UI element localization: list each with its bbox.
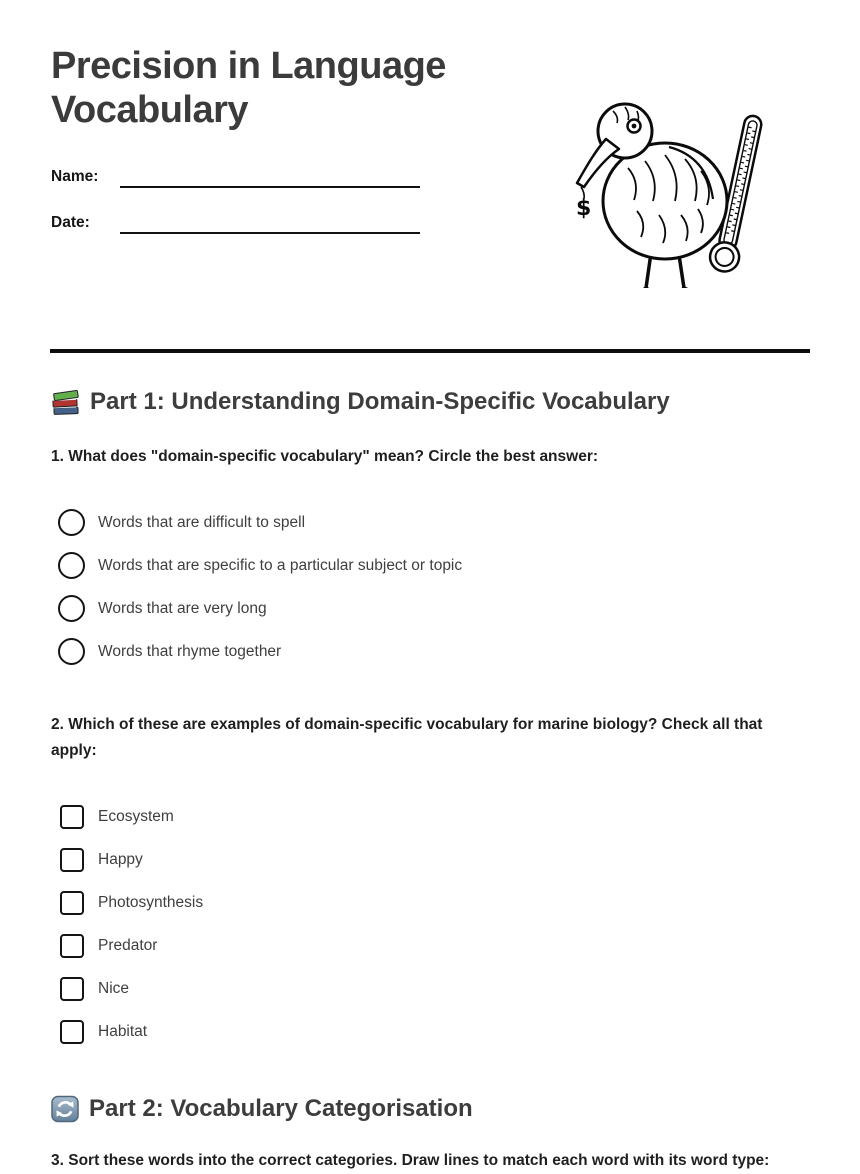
part2-heading-text: Part 2: Vocabulary Categorisation (89, 1095, 473, 1122)
page-title: Precision in Language Vocabulary (51, 45, 446, 132)
checkbox-option-label: Habitat (98, 1023, 148, 1040)
checkbox-option-row (60, 977, 203, 1001)
kiwi-bird (577, 104, 727, 288)
name-label: Name: (51, 168, 99, 185)
radio-button[interactable] (58, 509, 85, 536)
part2-heading (51, 1095, 473, 1123)
radio-button[interactable] (58, 595, 85, 622)
radio-option-label: Words that are specific to a particular subject or topic (98, 556, 463, 574)
date-input-line[interactable] (120, 212, 420, 234)
svg-text:$: $ (576, 196, 592, 221)
checkbox-option-label: Nice (98, 980, 130, 997)
checkbox-option-row (60, 891, 203, 915)
checkbox-option-row (60, 934, 203, 958)
dollar-sign-icon (576, 187, 591, 221)
radio-option-row (58, 638, 462, 665)
radio-option-label: Words that are difficult to spell (98, 513, 306, 531)
radio-option-label: Words that are very long (98, 599, 267, 617)
section-divider (50, 349, 810, 353)
checkbox[interactable] (60, 848, 84, 872)
checkbox-option-row (60, 1020, 203, 1044)
part1-heading-text: Part 1: Understanding Domain-Specific Vocabulary (90, 388, 670, 415)
radio-option-row (58, 595, 462, 622)
question-1-text: 1. What does "domain-specific vocabulary" mean? Circle the best answer: (51, 448, 599, 465)
radio-button[interactable] (58, 638, 85, 665)
kiwi-illustration-svg (573, 83, 778, 288)
checkbox-option-label: Ecosystem (98, 808, 174, 825)
name-field-row (51, 166, 420, 188)
question-1-options (58, 509, 462, 681)
radio-option-row (58, 509, 462, 536)
name-input-line[interactable] (120, 166, 420, 188)
checkbox[interactable] (60, 1020, 84, 1044)
kiwi-thermometer-illustration (573, 83, 778, 288)
checkbox-option-row (60, 848, 203, 872)
question-3-text: 3. Sort these words into the correct categories. Draw lines to match each word with its word type: (51, 1152, 770, 1169)
part1-heading (51, 388, 670, 416)
checkbox-option-label: Happy (98, 851, 143, 868)
checkbox[interactable] (60, 891, 84, 915)
books-icon (51, 388, 80, 416)
checkbox-option-label: Predator (98, 937, 158, 954)
checkbox-option-row (60, 805, 203, 829)
checkbox[interactable] (60, 934, 84, 958)
radio-button[interactable] (58, 552, 85, 579)
sync-icon (51, 1095, 79, 1123)
checkbox-option-label: Photosynthesis (98, 894, 204, 911)
checkbox[interactable] (60, 977, 84, 1001)
radio-option-label: Words that rhyme together (98, 642, 282, 660)
question-2-text: 2. Which of these are examples of domain-specific vocabulary for marine biology? Check all that apply: (51, 716, 763, 759)
radio-option-row (58, 552, 462, 579)
date-label: Date: (51, 214, 90, 231)
date-field-row (51, 212, 420, 234)
checkbox[interactable] (60, 805, 84, 829)
question-2-options (60, 805, 203, 1063)
